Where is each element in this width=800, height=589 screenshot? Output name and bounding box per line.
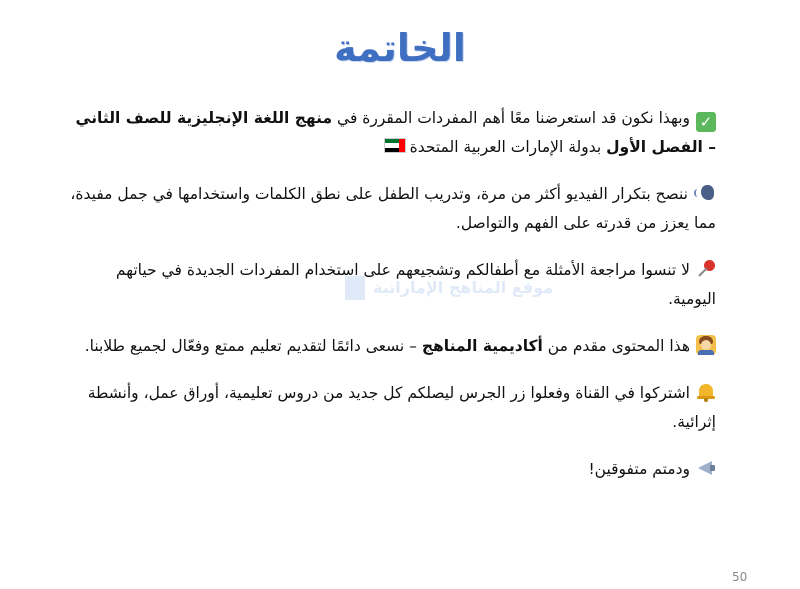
uae-flag-icon [384, 138, 406, 153]
speaking-head-icon [694, 183, 716, 203]
page-number: 50 [732, 570, 748, 584]
megaphone-icon [696, 458, 716, 478]
paragraph-credits [66, 332, 716, 361]
paragraph-intro [66, 104, 716, 162]
check-mark-icon: ✓ [696, 112, 716, 132]
slide-title: الخاتمة [334, 26, 466, 70]
paragraph-subscribe [66, 379, 716, 437]
paragraph-closing [66, 455, 716, 484]
pushpin-icon [696, 259, 716, 279]
intro-bold-curriculum: منهج اللغة الإنجليزية للصف الثاني – الفصل الأول [75, 109, 716, 156]
credits-text-before: هذا المحتوى مقدم من [542, 337, 690, 355]
closing-text: ودمتم متفوقين! [588, 460, 690, 478]
reminder-text: لا تنسوا مراجعة الأمثلة مع أطفالكم وتشجيعهم على استخدام المفردات الجديدة في حياتهم اليومية. [115, 261, 716, 308]
bell-icon [696, 382, 716, 402]
watermark-text: موقع المناهج الإماراتية [373, 278, 554, 297]
intro-text-after: بدولة الإمارات العربية المتحدة [409, 138, 607, 156]
teacher-icon [696, 335, 716, 355]
credits-text-after: – نسعى دائمًا لتقديم تعليم ممتع وفعّال لجميع طلابنا. [84, 337, 422, 355]
intro-text-before: وبهذا نكون قد استعرضنا معًا أهم المفردات المقررة في [332, 109, 690, 127]
advice-text: ننصح بتكرار الفيديو أكثر من مرة، وتدريب الطفل على نطق الكلمات واستخدامها في جمل مفيدة، مما يعزز من قدرته على الفهم والتواصل. [70, 185, 716, 232]
watermark-logo [345, 268, 554, 318]
watermark-logo-icon [345, 276, 365, 300]
paragraph-advice [66, 180, 716, 238]
credits-bold-academy: أكاديمية المناهج [421, 337, 543, 355]
subscribe-text: اشتركوا في القناة وفعلوا زر الجرس ليصلكم كل جديد من دروس تعليمية، أوراق عمل، وأنشطة إثرائية. [87, 384, 716, 431]
